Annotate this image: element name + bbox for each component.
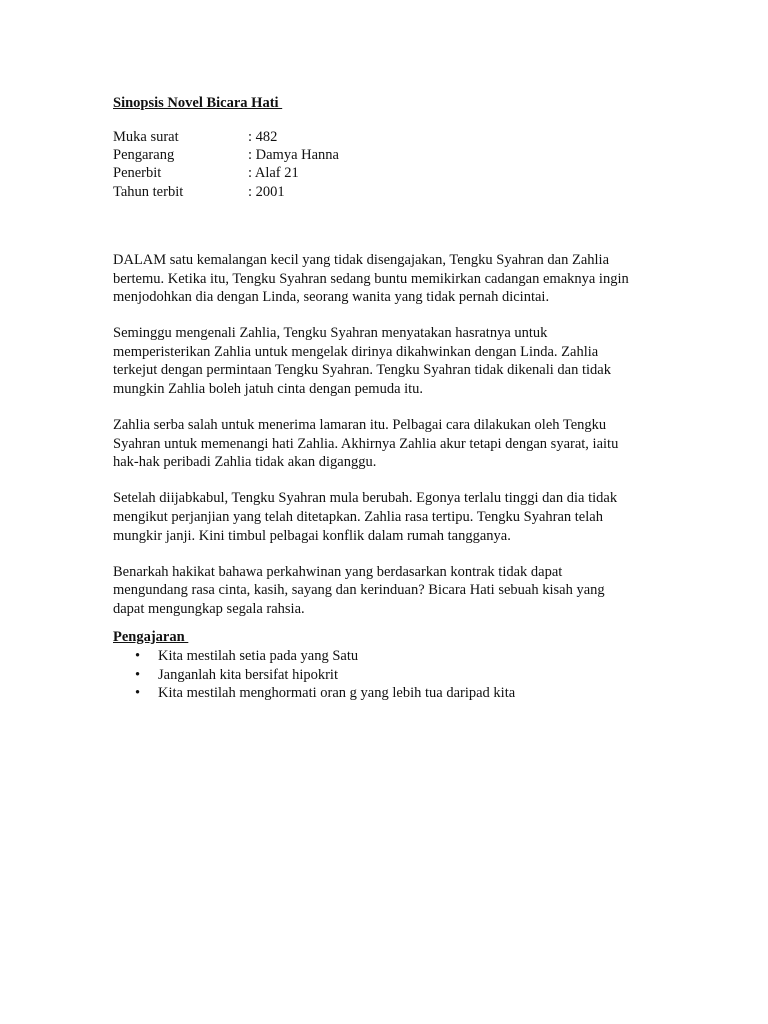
book-info-table [113,128,339,201]
synopsis-paragraph [113,324,653,398]
list-item [113,684,515,703]
bullet-icon: • [135,648,141,664]
lessons-heading: Pengajaran [113,629,189,645]
text-line: Benarkah hakikat bahawa perkahwinan yang berdasarkan kontrak tidak dapat [113,563,563,580]
text-line: mengundang rasa cinta, kasih, sayang dan kerinduan? Bicara Hati sebuah kisah yang [113,582,605,599]
info-value: : 2001 [248,183,285,200]
info-value: : Damya Hanna [248,147,339,164]
info-label: Penerbit [113,165,162,182]
list-item-text: Kita mestilah setia pada yang Satu [158,648,359,664]
text-line: Seminggu mengenali Zahlia, Tengku Syahran menyatakan hasratnya untuk [113,325,548,342]
text-line: hak-hak peribadi Zahlia tidak akan diganggu. [113,454,377,471]
bullet-icon: • [135,666,141,683]
synopsis-paragraph [113,489,653,545]
text-line: Setelah diijabkabul, Tengku Syahran mula berubah. Egonya terlalu tinggi dan dia tidak [113,490,618,507]
text-line: Zahlia serba salah untuk menerima lamaran itu. Pelbagai cara dilakukan oleh Tengku [113,417,607,434]
document-title: Sinopsis Novel Bicara Hati [113,95,283,111]
text-line: memperisterikan Zahlia untuk mengelak dirinya dikahwinkan dengan Linda. Zahlia [113,343,599,360]
text-line: mungkin Zahlia boleh jatuh cinta dengan pemuda itu. [113,381,424,398]
text-line: DALAM satu kemalangan kecil yang tidak disengajakan, Tengku Syahran dan Zahlia [113,252,610,268]
list-item [113,666,515,685]
info-row-author [113,146,339,164]
text-line: menjodohkan dia dengan Linda, seorang wanita yang tidak pernah dicintai. [113,289,550,306]
list-item [113,647,515,666]
synopsis-paragraph [113,563,653,619]
list-item-text: Kita mestilah menghormati oran g yang lebih tua daripad kita [158,685,516,702]
synopsis-paragraph [113,251,653,307]
lessons-list [113,647,515,703]
info-row-year [113,183,339,201]
text-line: dapat mengungkap segala rahsia. [113,600,305,617]
text-line: Syahran untuk memenangi hati Zahlia. Akhirnya Zahlia akur tetapi dengan syarat, iaitu [113,435,619,452]
list-item-text: Janganlah kita bersifat hipokrit [158,666,338,683]
info-row-publisher [113,164,339,182]
bullet-icon: • [135,685,141,702]
synopsis-paragraph [113,416,653,472]
text-line: mungkir janji. Kini timbul pelbagai konflik dalam rumah tangganya. [113,527,511,544]
info-value: : Alaf 21 [248,165,299,182]
text-line: terkejut dengan permintaan Tengku Syahran. Tengku Syahran tidak dikenali dan tidak [113,362,611,379]
text-line: mengikut perjanjian yang telah ditetapkan. Zahlia rasa tertipu. Tengku Syahran telah [113,509,603,526]
text-line: bertemu. Ketika itu, Tengku Syahran sedang buntu memikirkan cadangan emaknya ingin [113,270,629,287]
synopsis-body [113,251,653,636]
info-label: Muka surat [113,129,179,145]
info-row-pages [113,128,339,146]
info-value: : 482 [248,129,278,145]
info-label: Pengarang [113,147,175,164]
info-label: Tahun terbit [113,183,184,200]
